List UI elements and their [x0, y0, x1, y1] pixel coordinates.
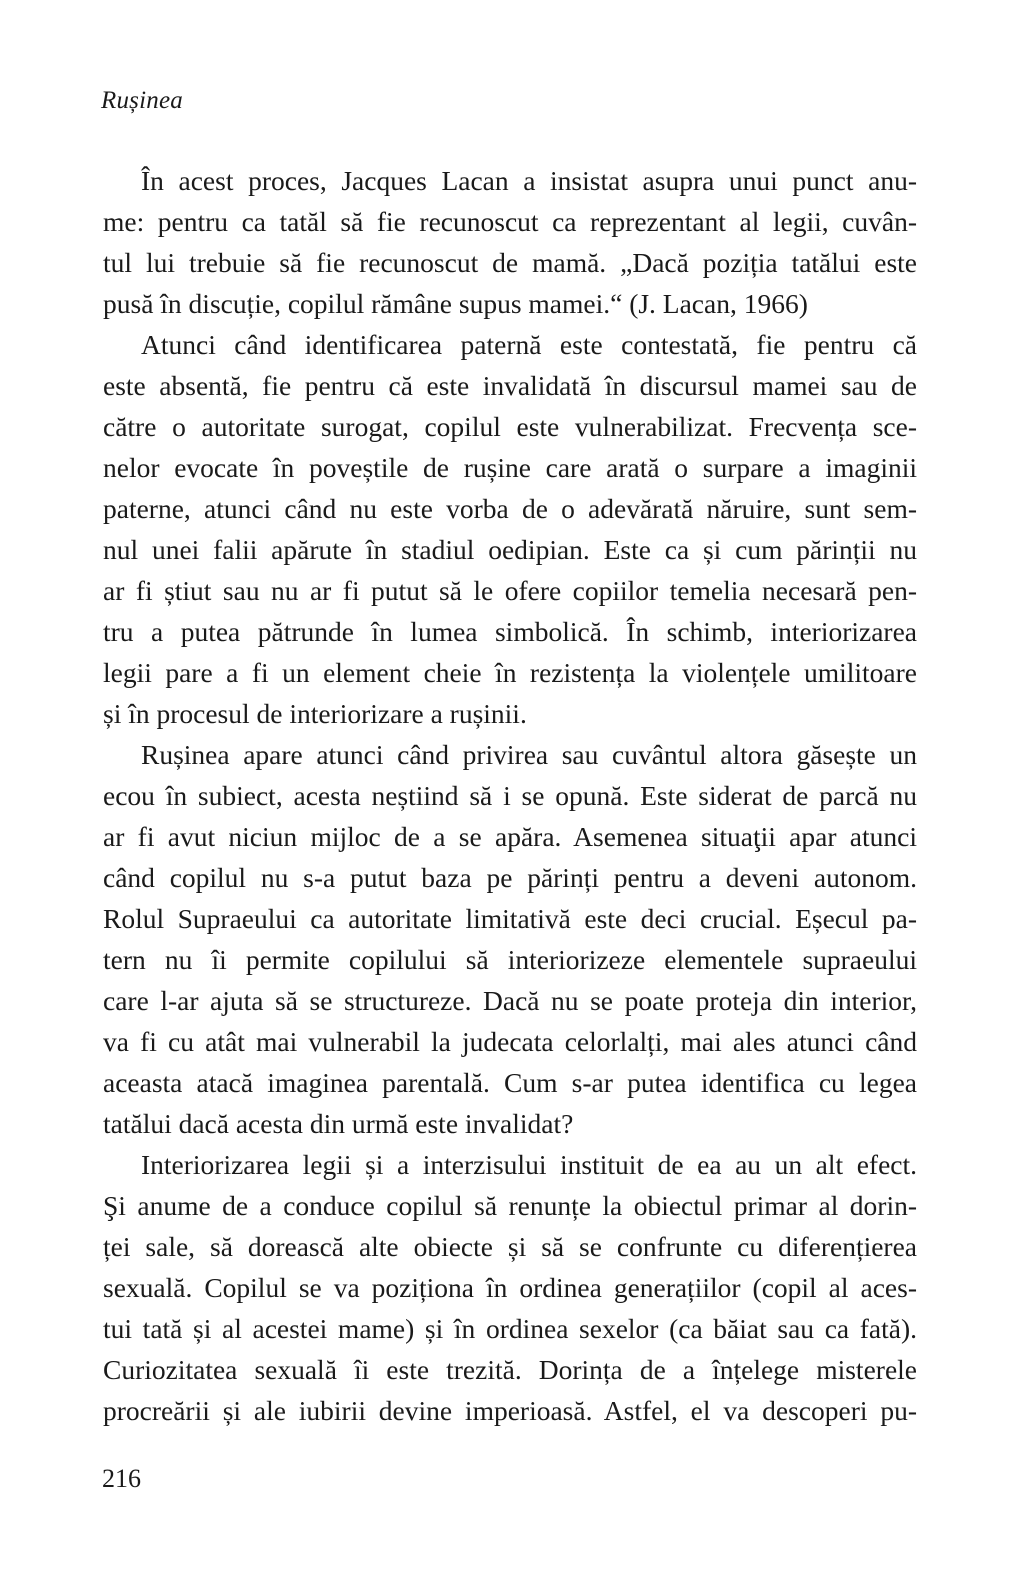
paragraph — [103, 324, 917, 734]
text-line: ar fi avut niciun mijloc de a se apăra. Asemenea situaţii apar atunci — [103, 821, 917, 852]
paragraph — [103, 160, 917, 324]
text-line: care l-ar ajuta să se structureze. Dacă nu se poate proteja din interior, — [103, 985, 917, 1016]
text-line: când copilul nu s-a putut baza pe părinți pentru a deveni autonom. — [103, 862, 917, 893]
text-line: legii pare a fi un element cheie în rezistența la violențele umilitoare — [103, 657, 917, 688]
text-line: și în procesul de interiorizare a rușinii. — [103, 698, 527, 729]
text-line: Interiorizarea legii și a interzisului instituit de ea au un alt efect. — [141, 1149, 917, 1180]
running-head: Rușinea — [101, 87, 183, 114]
body-text — [103, 160, 917, 1431]
text-line: Şi anume de a conduce copilul să renunțe la obiectul primar al dorin- — [103, 1190, 917, 1221]
text-line: Rolul Supraeului ca autoritate limitativă este deci crucial. Eșecul pa- — [103, 903, 917, 934]
text-line: ar fi știut sau nu ar fi putut să le ofere copiilor temelia necesară pen- — [103, 575, 917, 606]
paragraph — [103, 734, 917, 1144]
text-line: nul unei falii apărute în stadiul oedipian. Este ca și cum părinții nu — [103, 534, 917, 565]
text-line: Atunci când identificarea paternă este contestată, fie pentru că — [141, 329, 917, 360]
text-line: tru a putea pătrunde în lumea simbolică. În schimb, interiorizarea — [103, 616, 917, 647]
text-line: paterne, atunci când nu este vorba de o adevărată năruire, sunt sem- — [103, 493, 917, 524]
paragraph — [103, 1144, 917, 1431]
text-line: sexuală. Copilul se va poziționa în ordinea generațiilor (copil al aces- — [103, 1272, 917, 1303]
text-line: Rușinea apare atunci când privirea sau cuvântul altora găsește un — [141, 739, 917, 770]
text-line: ței sale, să dorească alte obiecte și să se confrunte cu diferențierea — [103, 1231, 917, 1262]
text-line: tul lui trebuie să fie recunoscut de mamă. „Dacă poziția tatălui este — [103, 247, 917, 278]
text-line: către o autoritate surogat, copilul este vulnerabilizat. Frecvența sce- — [103, 411, 917, 442]
text-line: tern nu îi permite copilului să interiorizeze elementele supraeului — [103, 944, 917, 975]
text-line: me: pentru ca tatăl să fie recunoscut ca reprezentant al legii, cuvân- — [103, 206, 917, 237]
text-line: tatălui dacă acesta din urmă este invalidat? — [103, 1108, 574, 1139]
text-line: ecou în subiect, acesta neștiind să i se opună. Este siderat de parcă nu — [103, 780, 917, 811]
page-number: 216 — [102, 1464, 141, 1493]
text-line: va fi cu atât mai vulnerabil la judecata celorlalți, mai ales atunci când — [103, 1026, 917, 1057]
text-line: În acest proces, Jacques Lacan a insistat asupra unui punct anu- — [141, 165, 917, 196]
text-line: procreării și ale iubirii devine imperioasă. Astfel, el va descoperi pu- — [103, 1395, 917, 1426]
text-line: Curiozitatea sexuală îi este trezită. Dorința de a înțelege misterele — [103, 1354, 917, 1385]
text-line: aceasta atacă imaginea parentală. Cum s-ar putea identifica cu legea — [103, 1067, 917, 1098]
text-line: tui tată și al acestei mame) și în ordinea sexelor (ca băiat sau ca fată). — [103, 1313, 917, 1344]
text-line: pusă în discuție, copilul rămâne supus mamei.“ (J. Lacan, 1966) — [103, 288, 808, 319]
text-line: este absentă, fie pentru că este invalidată în discursul mamei sau de — [103, 370, 917, 401]
text-line: nelor evocate în poveștile de rușine care arată o surpare a imaginii — [103, 452, 917, 483]
